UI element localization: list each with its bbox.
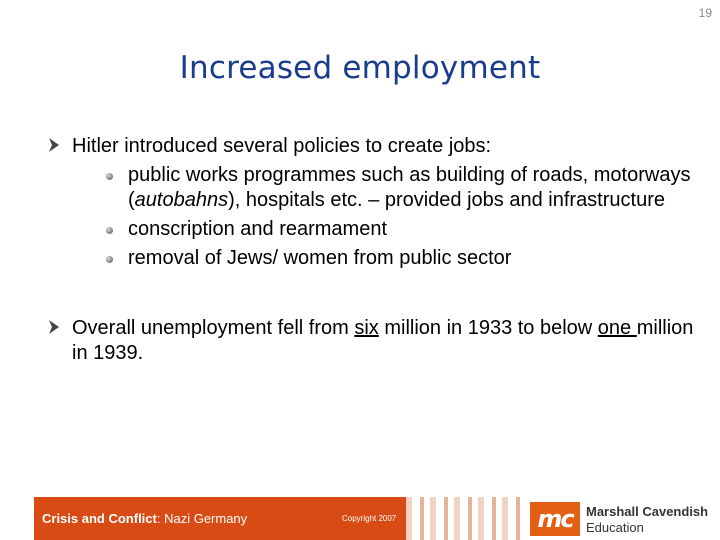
dot-bullet-icon [106,227,113,234]
mc-logo-icon: mc [530,502,580,536]
slide-body [48,134,698,366]
bullet-intro-text: Hitler introduced several policies to create jobs: [72,135,492,157]
arrow-bullet-icon [48,319,60,335]
bullet-text: million in 1933 to below [378,317,598,339]
footer-copyright: Copyright 2007 [342,514,397,523]
sub-item-text: ), hospitals etc. – provided jobs and infrastructure [228,189,665,211]
sub-item-text: removal of Jews/ women from public sector [128,247,512,269]
underlined-six: six [354,317,379,339]
list-item [106,246,698,271]
policy-list [72,163,698,271]
list-item [106,163,698,213]
footer-series-title [42,511,247,526]
sub-item-italic: autobahns [134,189,229,211]
sub-item-text: public works programmes such as building of roads, motorways ( [128,164,691,211]
footer-stripes [406,497,526,540]
bullet-text: million in 1939. [72,317,694,364]
bullet-unemployment [48,316,698,366]
dot-bullet-icon [106,256,113,263]
page-number: 19 [698,6,712,20]
logo-subtitle: Education [586,520,644,535]
dot-bullet-icon [106,173,113,180]
footer-bar [34,497,406,540]
footer-series-rest: : Nazi Germany [156,511,248,526]
bullet-text: Overall unemployment fell from [72,317,355,339]
logo-name: Marshall Cavendish [586,504,709,519]
list-item [106,217,698,242]
slide-title: Increased employment [179,50,541,86]
sub-item-text: conscription and rearmament [128,218,388,240]
underlined-one: one [597,317,637,339]
bullet-policies [48,134,698,271]
footer-series-bold: Crisis and Conflict [42,511,157,526]
publisher-logo [530,502,720,536]
arrow-bullet-icon [48,137,60,153]
